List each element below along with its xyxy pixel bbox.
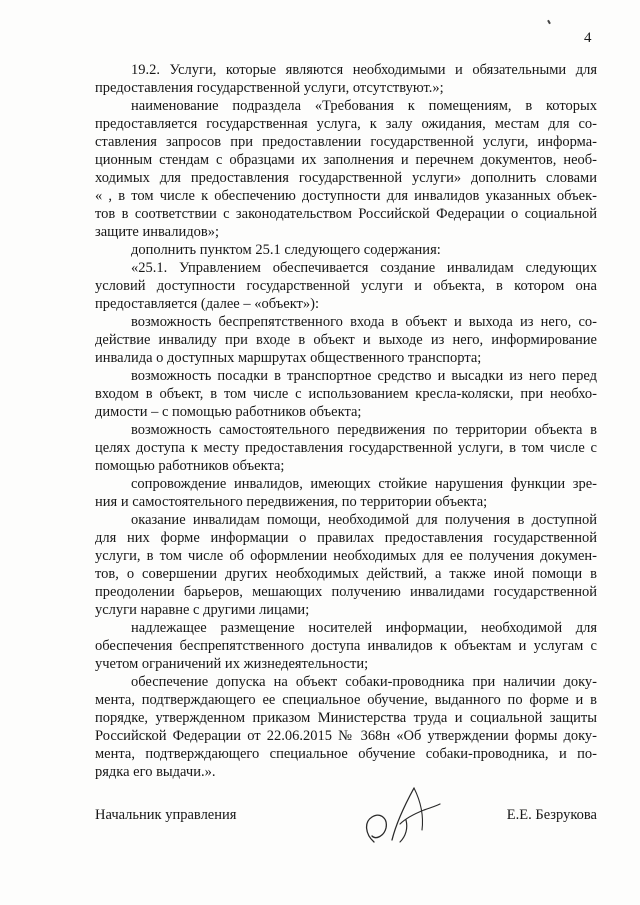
text-line: условий доступности государственной услуги и объекта, в котором она [95, 278, 597, 294]
text-line: услуги наравне с другими лицами; [95, 602, 310, 618]
paragraph [95, 475, 597, 511]
text-line: тов, о совершении других необходимых действий, а также иной помощи в [95, 566, 597, 582]
text-line: учетом ограничений их жизнедеятельности; [95, 656, 369, 672]
paragraph [95, 259, 597, 313]
paragraph [95, 367, 597, 421]
scan-mark [547, 20, 551, 24]
text-line: предоставления государственной услуги, отсутствуют.»; [95, 80, 444, 96]
text-line: возможность самостоятельного передвижения по территории объекта в [131, 422, 597, 438]
text-line: инвалида о доступных маршрутах общественного транспорта; [95, 350, 482, 366]
text-line: для них форме информации о правилах предоставления государственной [95, 530, 597, 546]
text-line: ставления запросов при предоставлении государственной услуги, информа- [95, 134, 597, 150]
paragraph [95, 673, 597, 781]
paragraph [95, 421, 597, 475]
text-line: ходимых для предоставления государственной услуги» дополнить словами [95, 170, 597, 186]
document-body [95, 61, 597, 781]
text-line: преодолении барьеров, мешающих получению инвалидами государственной [95, 584, 597, 600]
text-line: обеспечение допуска на объект собаки-проводника при наличии доку- [131, 674, 597, 690]
text-line: Российской Федерации от 22.06.2015 № 368н «Об утверждении формы доку- [95, 728, 597, 744]
text-line: возможность посадки в транспортное средство и высадки из него перед [131, 368, 597, 384]
paragraph [95, 97, 597, 241]
text-line: предоставляется (далее – «объект»): [95, 296, 319, 312]
text-line: действие инвалиду при входе в объект и выходе из него, информирование [95, 332, 597, 348]
text-line: возможность беспрепятственного входа в объект и выхода из него, со- [131, 314, 597, 330]
text-line: тов в соответствии с законодательством Российской Федерации о социальной [95, 206, 597, 222]
text-line: порядке, утвержденном приказом Министерства труда и социальной защиты [95, 710, 597, 726]
text-line: рядка его выдачи.». [95, 764, 216, 780]
text-line: целях доступа к месту предоставления государственной услуги, в том числе с [95, 440, 597, 456]
text-line: оказание инвалидам помощи, необходимой для получения в доступной [131, 512, 597, 528]
text-line: «25.1. Управлением обеспечивается создание инвалидам следующих [131, 260, 597, 276]
text-line: сопровождение инвалидов, имеющих стойкие нарушения функции зре- [131, 476, 597, 492]
text-line: ционным стендам с образцами их заполнения и перечнем документов, необ- [95, 152, 597, 168]
text-line: надлежащее размещение носителей информации, необходимой для [131, 620, 597, 636]
text-line: предоставляется государственная услуга, к залу ожидания, местам для со- [95, 116, 597, 132]
paragraph [95, 313, 597, 367]
text-line: входом в объект, в том числе с использованием кресла-коляски, при необхо- [95, 386, 597, 402]
text-line: услуги, в том числе об оформлении необходимых для ее получения докумен- [95, 548, 597, 564]
text-line: « , в том числе к обеспечению доступности для инвалидов указанных объек- [95, 188, 597, 204]
handwritten-signature [362, 784, 442, 846]
signatory-position: Начальник управления [95, 807, 237, 823]
text-line: 19.2. Услуги, которые являются необходимыми и обязательными для [131, 62, 597, 78]
text-line: помощью работников объекта; [95, 458, 285, 474]
text-line: наименование подраздела «Требования к помещениям, в которых [131, 98, 597, 114]
text-line: защите инвалидов»; [95, 224, 219, 240]
paragraph [95, 511, 597, 619]
text-line: мента, подтверждающего специальное обучение собаки-проводника, и по- [95, 746, 597, 762]
text-line: дополнить пунктом 25.1 следующего содержания: [131, 242, 441, 258]
text-line: ния и самостоятельного передвижения, по территории объекта; [95, 494, 488, 510]
paragraph [95, 241, 597, 259]
page-number: 4 [584, 30, 592, 46]
text-line: обеспечения беспрепятственного доступа инвалидов к объектам и услугам с [95, 638, 597, 654]
paragraph [95, 619, 597, 673]
text-line: димости – с помощью работников объекта; [95, 404, 362, 420]
text-line: мента, подтверждающего ее специальное обучение, выданного по форме и в [95, 692, 597, 708]
signature-block [95, 804, 597, 826]
paragraph [95, 61, 597, 97]
signatory-name: Е.Е. Безрукова [506, 807, 597, 823]
